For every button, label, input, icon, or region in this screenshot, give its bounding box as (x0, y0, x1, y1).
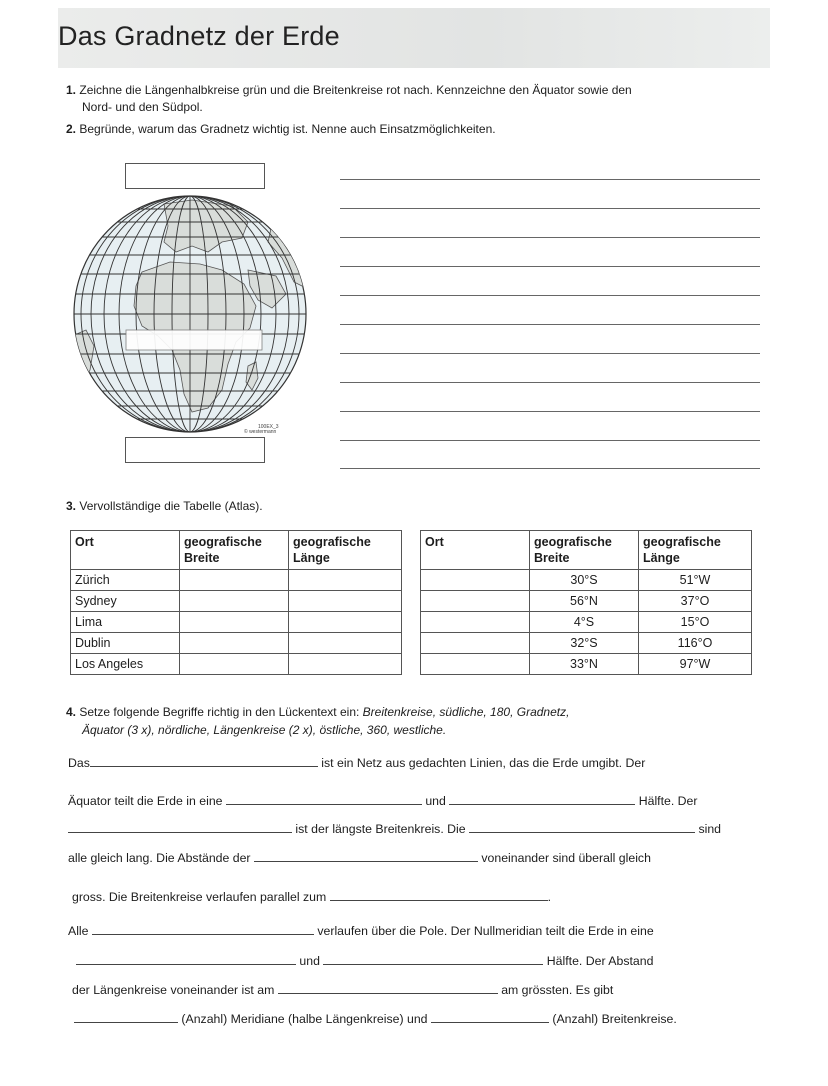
task-4 (66, 704, 569, 721)
table-row (421, 591, 752, 612)
table-row (421, 612, 752, 633)
cell-breite: 4°S (530, 612, 639, 633)
task-3-number: 3. (66, 499, 77, 513)
task-1-text: Zeichne die Längenhalbkreise grün und die Breitenkreise rot nach. Kennzeichne den Äquator sowie den (79, 83, 632, 97)
cloze-text: (Anzahl) Meridiane (halbe Längenkreise) und (181, 1012, 428, 1026)
cell-breite: 32°S (530, 633, 639, 654)
cloze-line-5 (72, 888, 551, 904)
cloze-blank[interactable] (431, 1010, 549, 1023)
table-right (420, 530, 752, 675)
cell-laenge-input[interactable] (289, 591, 402, 612)
cloze-text: ist ein Netz aus gedachten Linien, das die Erde umgibt. Der (321, 756, 646, 770)
cloze-line-3 (68, 820, 721, 836)
cell-breite-input[interactable] (180, 570, 289, 591)
table-row (421, 633, 752, 654)
col-header-breite: geografische Breite (530, 531, 639, 570)
task-4-terms-2: Äquator (3 x), nördliche, Längenkreise (2 x), östliche, 360, westliche. (82, 723, 447, 737)
task-3-text: Vervollständige die Tabelle (Atlas). (79, 499, 263, 513)
cell-breite: 33°N (530, 654, 639, 675)
answer-line[interactable] (340, 295, 760, 296)
cell-breite-input[interactable] (180, 591, 289, 612)
task-4-number: 4. (66, 705, 77, 719)
table-row (71, 654, 402, 675)
answer-line[interactable] (340, 468, 760, 469)
cloze-blank[interactable] (76, 952, 296, 965)
table-header-row (71, 531, 402, 570)
cloze-text: und (425, 794, 446, 808)
cell-ort: Sydney (71, 591, 180, 612)
table-row (421, 654, 752, 675)
cell-ort-input[interactable] (421, 633, 530, 654)
page-title: Das Gradnetz der Erde (58, 21, 340, 51)
cloze-line-9 (74, 1010, 677, 1026)
task-2-text: Begründe, warum das Gradnetz wichtig ist. Nenne auch Einsatzmöglichkeiten. (79, 122, 496, 136)
col-header-breite: geografische Breite (180, 531, 289, 570)
col-header-laenge: geografische Länge (289, 531, 402, 570)
cloze-text: und (299, 954, 320, 968)
cell-ort: Lima (71, 612, 180, 633)
cell-ort-input[interactable] (421, 612, 530, 633)
cell-breite-input[interactable] (180, 612, 289, 633)
col-header-laenge: geografische Länge (639, 531, 752, 570)
cell-ort: Los Angeles (71, 654, 180, 675)
cell-laenge: 37°O (639, 591, 752, 612)
cell-laenge: 51°W (639, 570, 752, 591)
task-4-terms-1: Breitenkreise, südliche, 180, Gradnetz, (362, 705, 570, 719)
cloze-text: Alle (68, 924, 89, 938)
table-left (70, 530, 402, 675)
answer-line[interactable] (340, 440, 760, 441)
task-2 (66, 121, 496, 138)
cloze-blank[interactable] (226, 792, 422, 805)
pole-label-box-top[interactable] (125, 163, 265, 189)
cloze-blank[interactable] (330, 888, 548, 901)
cell-ort: Dublin (71, 633, 180, 654)
globe-credit-code: 100EX_3 (258, 424, 279, 430)
cloze-line-2 (68, 792, 698, 808)
cloze-line-7 (76, 952, 653, 968)
cloze-text: voneinander sind überall gleich (481, 851, 651, 865)
cloze-blank[interactable] (92, 922, 314, 935)
task-1 (66, 82, 632, 99)
cell-breite-input[interactable] (180, 654, 289, 675)
task-4-intro: Setze folgende Begriffe richtig in den Lückentext ein: (79, 705, 363, 719)
cell-laenge-input[interactable] (289, 612, 402, 633)
cloze-text: gross. Die Breitenkreise verlaufen parallel zum (72, 890, 327, 904)
task-1-continued: Nord- und den Südpol. (82, 100, 203, 114)
task-1-number: 1. (66, 83, 77, 97)
answer-line[interactable] (340, 353, 760, 354)
answer-line[interactable] (340, 324, 760, 325)
cloze-text: am grössten. Es gibt (501, 983, 614, 997)
cell-laenge: 116°O (639, 633, 752, 654)
cloze-text: verlaufen über die Pole. Der Nullmeridian teilt die Erde in eine (317, 924, 654, 938)
cloze-blank[interactable] (254, 849, 478, 862)
cell-breite-input[interactable] (180, 633, 289, 654)
cloze-text: Hälfte. Der (638, 794, 698, 808)
answer-line[interactable] (340, 411, 760, 412)
cloze-text: Äquator teilt die Erde in eine (68, 794, 223, 808)
cell-laenge-input[interactable] (289, 654, 402, 675)
equator-label-box (126, 330, 262, 350)
globe-illustration (72, 194, 310, 436)
globe-credit-publisher: © westermann (244, 429, 277, 435)
answer-line[interactable] (340, 208, 760, 209)
cloze-text: Hälfte. Der Abstand (546, 954, 654, 968)
cell-laenge-input[interactable] (289, 570, 402, 591)
table-row (71, 570, 402, 591)
cell-ort-input[interactable] (421, 654, 530, 675)
cell-laenge: 15°O (639, 612, 752, 633)
cloze-line-6 (68, 922, 654, 938)
cloze-line-4 (68, 849, 651, 865)
cloze-blank[interactable] (90, 754, 318, 767)
cloze-text: . (547, 890, 552, 904)
answer-line[interactable] (340, 266, 760, 267)
cell-laenge: 97°W (639, 654, 752, 675)
cell-ort-input[interactable] (421, 570, 530, 591)
cloze-line-1 (68, 754, 645, 770)
cloze-text: sind (698, 822, 722, 836)
cloze-text: ist der längste Breitenkreis. Die (295, 822, 466, 836)
cloze-line-8 (72, 981, 613, 997)
table-row (421, 570, 752, 591)
cloze-blank[interactable] (449, 792, 635, 805)
cell-breite: 56°N (530, 591, 639, 612)
cloze-text: Das (68, 756, 90, 770)
answer-line[interactable] (340, 237, 760, 238)
cell-ort-input[interactable] (421, 591, 530, 612)
table-row (71, 612, 402, 633)
task-2-number: 2. (66, 122, 77, 136)
answer-line[interactable] (340, 179, 760, 180)
cloze-blank[interactable] (74, 1010, 178, 1023)
cell-laenge-input[interactable] (289, 633, 402, 654)
cloze-blank[interactable] (323, 952, 543, 965)
table-row (71, 591, 402, 612)
cloze-blank[interactable] (278, 981, 498, 994)
cloze-blank[interactable] (68, 820, 292, 833)
col-header-ort: Ort (421, 531, 530, 570)
table-header-row (421, 531, 752, 570)
cell-ort: Zürich (71, 570, 180, 591)
cloze-text: der Längenkreise voneinander ist am (72, 983, 275, 997)
task-3 (66, 498, 263, 515)
answer-line[interactable] (340, 382, 760, 383)
table-row (71, 633, 402, 654)
worksheet (58, 8, 770, 1078)
col-header-ort: Ort (71, 531, 180, 570)
cloze-text: alle gleich lang. Die Abstände der (68, 851, 251, 865)
cell-breite: 30°S (530, 570, 639, 591)
cloze-text: (Anzahl) Breitenkreise. (552, 1012, 677, 1026)
cloze-blank[interactable] (469, 820, 695, 833)
pole-label-box-bottom[interactable] (125, 437, 265, 463)
